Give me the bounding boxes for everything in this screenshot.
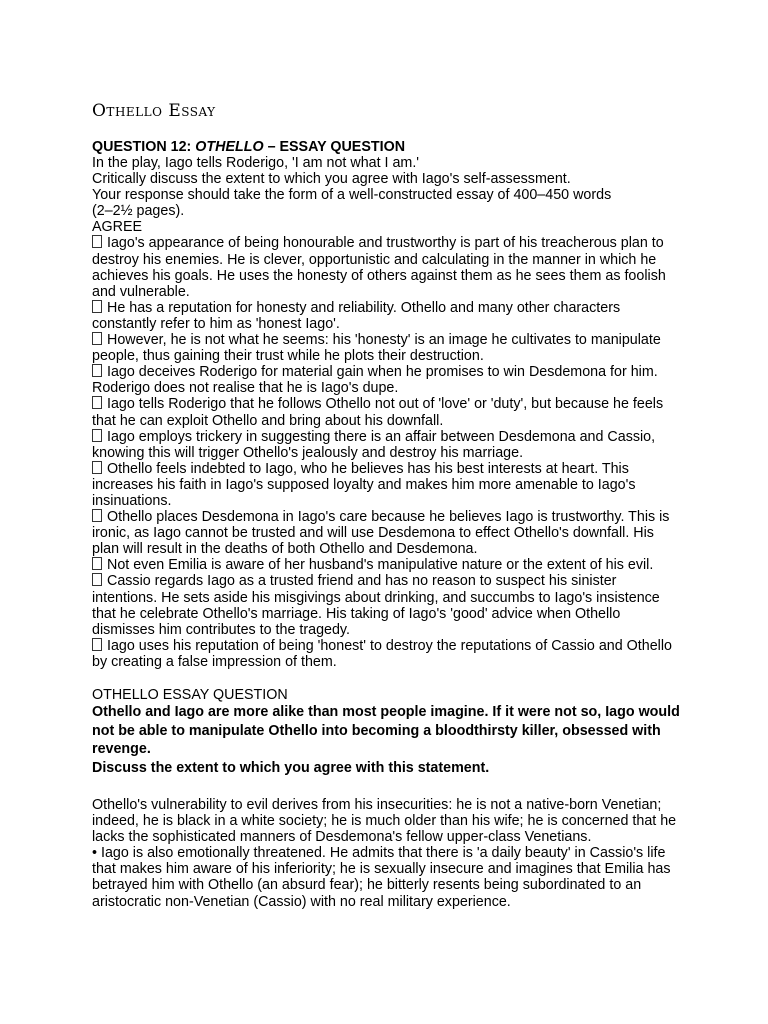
bullet-box-icon: [92, 573, 102, 586]
spacer: [92, 777, 680, 797]
agree-point-text: Othello feels indebted to Iago, who he believes has his best interests at heart. This increases his faith in Iago's supposed loyalty and makes him more amenable to Iago's insinuations.: [92, 460, 636, 509]
agree-point-text: Not even Emilia is aware of her husband's manipulative nature or the extent of his evil.: [107, 557, 654, 574]
question-suffix: – ESSAY QUESTION: [263, 139, 406, 155]
bullet-box-icon: [92, 364, 102, 377]
bullet-box-icon: [92, 396, 102, 409]
question-line: In the play, Iago tells Roderigo, 'I am not what I am.': [92, 155, 420, 171]
bullet-box-icon: [92, 332, 102, 345]
bullet-box-icon: [92, 509, 102, 522]
agree-point-text: Iago employs trickery in suggesting there is an affair between Desdemona and Cassio, knowing this will trigger Othello's jealously and destroy his marriage.: [92, 428, 656, 461]
agree-point-text: Iago's appearance of being honourable and trustworthy is part of his treacherous plan to destroy his enemies. He is clever, opportunistic and calculating in the manner in which he achieves his goals. He uses the honesty of others against them as he sees them as foolish and vulnerable.: [92, 235, 666, 300]
agree-point-text: He has a reputation for honesty and reliability. Othello and many other characters constantly refer to him as 'honest Iago'.: [92, 299, 621, 332]
agree-point: [92, 396, 680, 428]
agree-point: [92, 557, 680, 573]
bullet-box-icon: [92, 300, 102, 313]
question-line: Your response should take the form of a well-constructed essay of 400–450 words: [92, 187, 612, 204]
agree-point-text: Iago uses his reputation of being 'honest' to destroy the reputations of Cassio and Othello by creating a false impression of them.: [92, 637, 672, 670]
section2-title: OTHELLO ESSAY QUESTION: [92, 687, 288, 703]
agree-point: [92, 461, 680, 509]
essay-paragraph: • Iago is also emotionally threatened. He admits that there is 'a daily beauty' in Cassio's life that makes him aware of his inferiority; he is sexually insecure and imagines that Emilia has betrayed him with Othello (an absurd fear); he bitterly resents being subordinated to an aristocratic non-Venetian (Cassio) with no real military experience.: [92, 845, 671, 910]
question-line: Critically discuss the extent to which you agree with Iago's self-assessment.: [92, 171, 571, 188]
agree-point-text: Cassio regards Iago as a trusted friend and has no reason to suspect his sinister intentions. He sets aside his misgivings about drinking, and succumbs to Iago's insistence that he celebrate Othello's marriage. His taking of Iago's 'good' advice when Othello dismisses him contributes to the tragedy.: [92, 573, 660, 638]
agree-point: [92, 509, 680, 557]
agree-point-text: However, he is not what he seems: his 'honesty' is an image he cultivates to manipulate people, thus gaining their trust while he plots their destruction.: [92, 332, 661, 365]
bullet-box-icon: [92, 557, 102, 570]
question-title-italic: OTHELLO: [195, 139, 264, 155]
question-line: (2–2½ pages).: [92, 203, 185, 220]
essay-paragraph: Othello's vulnerability to evil derives from his insecurities: he is not a native-born Venetian; indeed, he is black in a white society; he is much older than his wife; he is concerned that he lacks the sophisticated manners of Desdemona's fellow upper-class Venetians.: [92, 797, 677, 846]
agree-heading: AGREE: [92, 219, 143, 236]
agree-point: [92, 364, 680, 396]
bullet-box-icon: [92, 638, 102, 651]
agree-point: [92, 332, 680, 364]
bullet-box-icon: [92, 235, 102, 248]
agree-point: [92, 300, 680, 332]
agree-point-text: Othello places Desdemona in Iago's care because he believes Iago is trustworthy. This is ironic, as Iago cannot be trusted and will use Desdemona to effect Othello's downfall. His plan will result in the deaths of both Othello and Desdemona.: [92, 509, 670, 558]
question-heading: [92, 139, 680, 155]
essay-statement: Othello and Iago are more alike than most people imagine. If it were not so, Iago would not be able to manipulate Othello into becoming a bloodthirsty killer, obsessed with revenge.: [92, 704, 680, 757]
agree-point: [92, 235, 680, 299]
bullet-box-icon: [92, 429, 102, 442]
agree-point-text: Iago tells Roderigo that he follows Othello not out of 'love' or 'duty', but because he feels that he can exploit Othello and bring about his downfall.: [92, 396, 664, 429]
agree-point: [92, 573, 680, 637]
question-prefix: QUESTION 12:: [92, 139, 196, 155]
essay-instruction: Discuss the extent to which you agree with this statement.: [92, 759, 490, 776]
bullet-box-icon: [92, 461, 102, 474]
document-title: Othello Essay: [92, 101, 216, 121]
agree-point: [92, 429, 680, 461]
agree-point: [92, 638, 680, 670]
document-page: [92, 100, 680, 910]
agree-point-text: Iago deceives Roderigo for material gain when he promises to win Desdemona for him. Roderigo does not realise that he is Iago's dupe.: [92, 364, 658, 397]
